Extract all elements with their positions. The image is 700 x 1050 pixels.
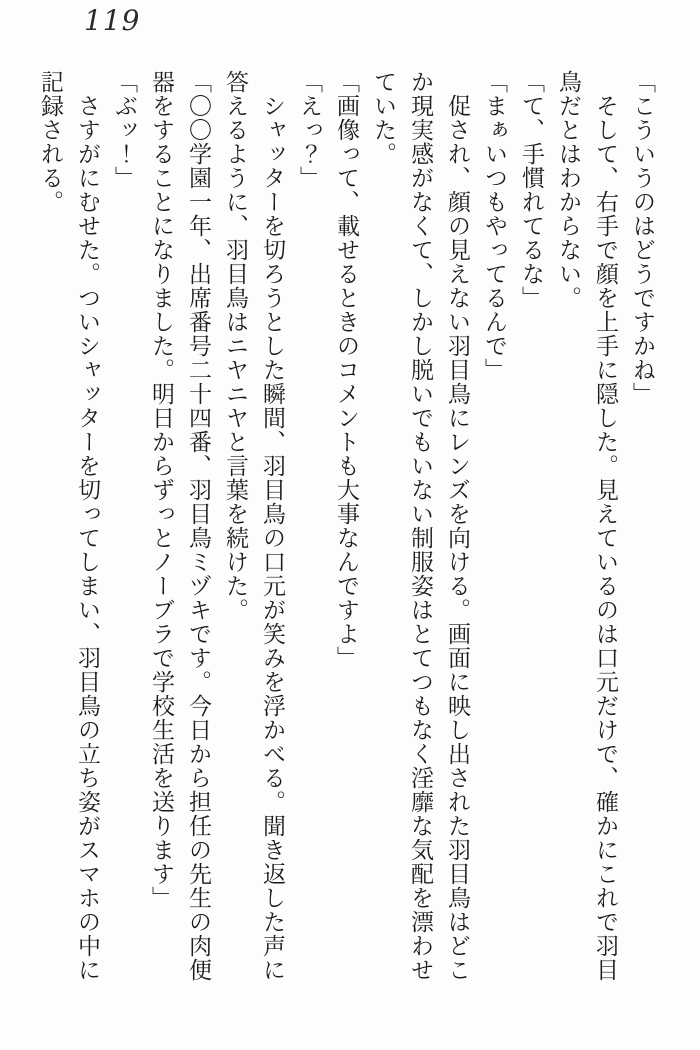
text-line: さすがにむせた。ついシャッターを切ってしまい、羽目鳥の立ち姿がスマホの中に — [74, 70, 100, 982]
text-line: 記録される。 — [37, 70, 63, 214]
text-line: 促され、顔の見えない羽目鳥にレンズを向ける。画面に映し出された羽目鳥はどこ — [444, 70, 470, 982]
text-line: 「〇〇学園一年、出席番号二十四番、羽目鳥ミヅキです。今日から担任の先生の肉便 — [185, 70, 211, 982]
text-line: 鳥だとはわからない。 — [555, 70, 581, 310]
vertical-text-block — [31, 70, 660, 995]
text-line: 器をすることになりました。明日からずっとノーブラで学校生活を送ります」 — [148, 70, 174, 910]
page-number: 119 — [84, 4, 141, 37]
text-line: 「画像って、載せるときのコメントも大事なんですよ」 — [333, 70, 359, 670]
text-line: そして、右手で顔を上手に隠した。見えているのは口元だけで、確かにこれで羽目 — [592, 70, 618, 982]
text-line: 「ぶッ！」 — [111, 70, 137, 190]
text-line: ていた。 — [370, 70, 396, 166]
text-line: 「えっ？」 — [296, 70, 322, 190]
text-line: 「まぁいつもやってるんで」 — [481, 70, 507, 382]
text-line: 答えるように、羽目鳥はニヤニヤと言葉を続けた。 — [222, 70, 248, 622]
text-line: 「こういうのはどうですかね」 — [629, 70, 655, 406]
text-line: か現実感がなくて、しかし脱いでもいない制服姿はとてつもなく淫靡な気配を漂わせ — [407, 70, 433, 982]
text-line: 「て、手慣れてるな」 — [518, 70, 544, 310]
text-line: シャッターを切ろうとした瞬間、羽目鳥の口元が笑みを浮かべる。聞き返した声に — [259, 70, 285, 982]
